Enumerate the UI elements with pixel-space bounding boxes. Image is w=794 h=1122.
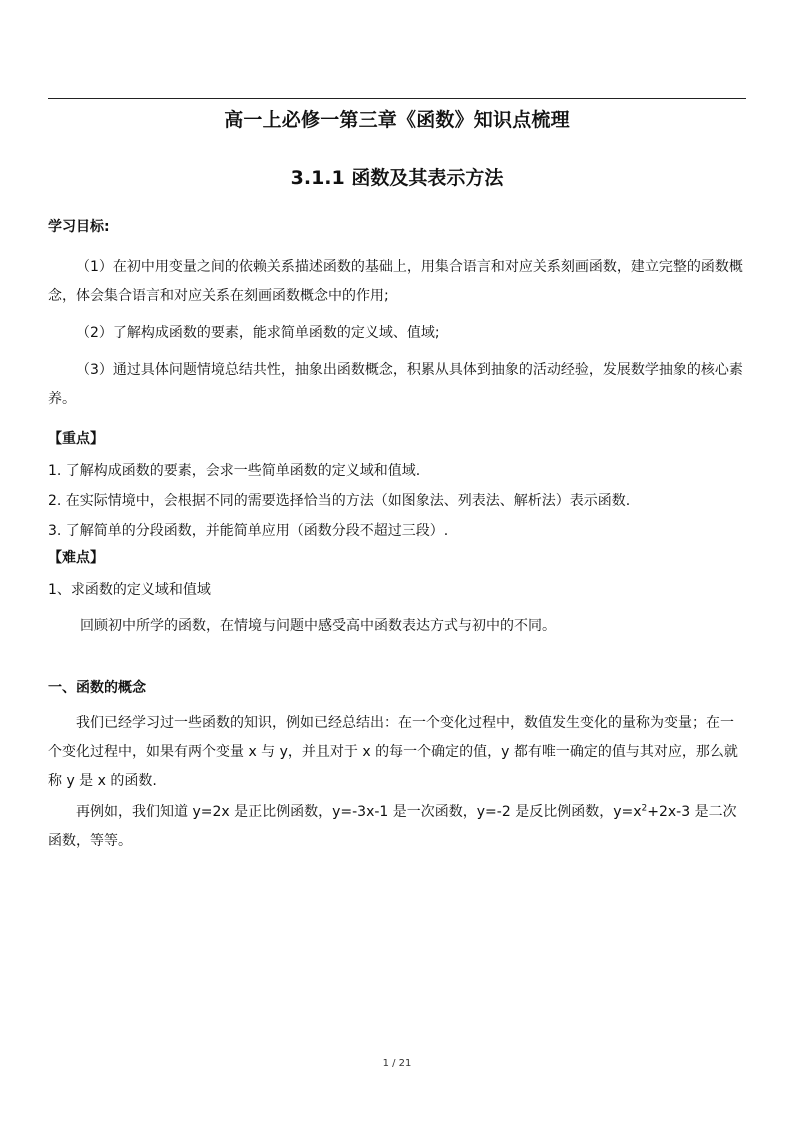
difficult-point-desc: 回顾初中所学的函数，在情境与问题中感受高中函数表达方式与初中的不同。 bbox=[80, 618, 556, 634]
exponent: 2 bbox=[641, 803, 648, 814]
key-point-item: 1. 了解构成函数的要素，会求一些简单函数的定义域和值域. bbox=[48, 463, 421, 479]
section-title: 3.1.1 函数及其表示方法 bbox=[290, 167, 504, 189]
goal-item-1: （1）在初中用变量之间的依赖关系描述函数的基础上，用集合语言和对应关系刻画函数，建立完整的函数概念，体会集合语言和对应关系在刻画函数概念中的作用; bbox=[48, 259, 743, 304]
key-points-list bbox=[48, 459, 746, 543]
concept-paragraph-2 bbox=[48, 798, 746, 856]
difficult-points-label: 【难点】 bbox=[48, 550, 104, 566]
document-page bbox=[48, 98, 746, 856]
goals-label: 学习目标: bbox=[48, 219, 110, 235]
key-point-item: 2. 在实际情境中，会根据不同的需要选择恰当的方法（如图象法、列表法、解析法）表示函数. bbox=[48, 493, 631, 509]
goal-item-2: （2）了解构成函数的要素，能求简单函数的定义域、值域; bbox=[76, 325, 440, 341]
page-number: 1 / 21 bbox=[382, 1058, 412, 1069]
concept-paragraph-2-start: 再例如，我们知道 y=2x 是正比例函数，y=-3x-1 是一次函数，y=-2 是反比例函数，y=x bbox=[76, 804, 642, 820]
concept-heading: 一、函数的概念 bbox=[48, 680, 146, 696]
key-points-label: 【重点】 bbox=[48, 431, 104, 447]
header-rule bbox=[48, 98, 746, 99]
key-point-item: 3. 了解简单的分段函数，并能简单应用（函数分段不超过三段）. bbox=[48, 523, 449, 539]
concept-paragraph-1: 我们已经学习过一些函数的知识，例如已经总结出：在一个变化过程中，数值发生变化的量称为变量；在一个变化过程中，如果有两个变量 x 与 y，并且对于 x 的每一个确定的值，y 都有唯一确定的值与其对应，那么就称 y 是 x 的函数. bbox=[48, 715, 738, 789]
document-title: 高一上必修一第三章《函数》知识点梳理 bbox=[224, 109, 570, 131]
goal-item-3: （3）通过具体问题情境总结共性，抽象出函数概念，积累从具体到抽象的活动经验，发展数学抽象的核心素养。 bbox=[48, 362, 743, 407]
difficult-point-item: 1、求函数的定义域和值域 bbox=[48, 582, 211, 598]
concept-paragraph-2-end: +2x-3 是二次函数，等等。 bbox=[48, 804, 737, 849]
